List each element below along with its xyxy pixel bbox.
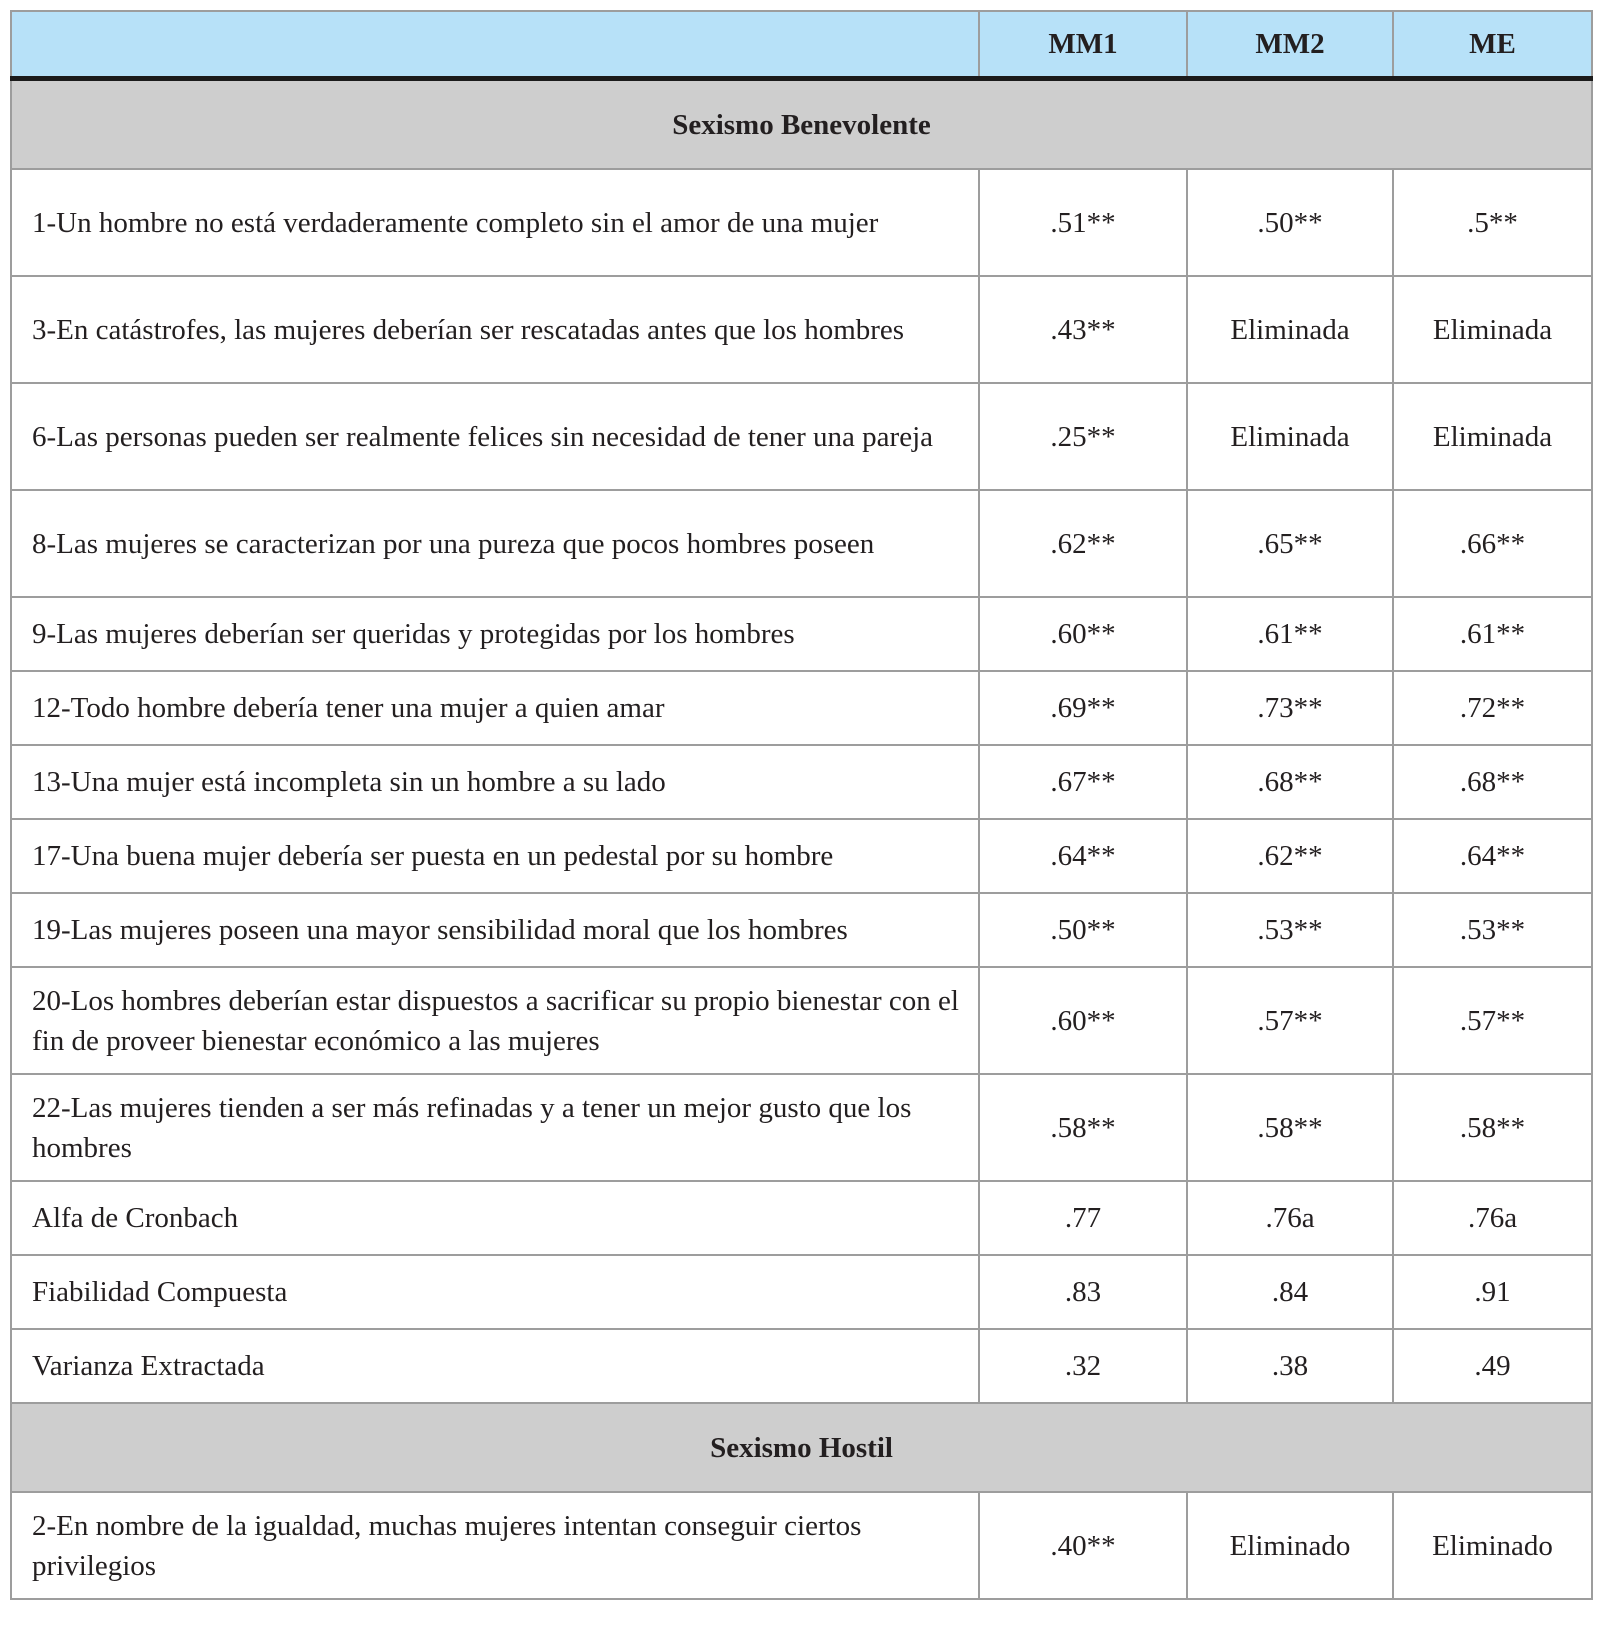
table-row (11, 169, 1592, 276)
section-row (11, 1403, 1592, 1492)
cell-me: Eliminada (1393, 383, 1592, 490)
table-row (11, 1181, 1592, 1255)
cell-mm1: .62** (979, 490, 1187, 597)
table-row (11, 597, 1592, 671)
cell-me: .64** (1393, 819, 1592, 893)
cell-me: .57** (1393, 967, 1592, 1074)
cell-mm1: .58** (979, 1074, 1187, 1181)
cell-mm2: Eliminada (1187, 276, 1393, 383)
cell-mm2: .61** (1187, 597, 1393, 671)
row-label: 22-Las mujeres tienden a ser más refinadas y a tener un mejor gusto que los hombres (11, 1074, 979, 1181)
cell-mm2: .50** (1187, 169, 1393, 276)
cell-mm1: .25** (979, 383, 1187, 490)
table-row (11, 745, 1592, 819)
factor-loadings-table (10, 10, 1593, 1600)
cell-mm1: .69** (979, 671, 1187, 745)
cell-me: .76a (1393, 1181, 1592, 1255)
cell-mm1: .67** (979, 745, 1187, 819)
row-label: 6-Las personas pueden ser realmente felices sin necesidad de tener una pareja (11, 383, 979, 490)
cell-me: .5** (1393, 169, 1592, 276)
cell-mm1: .32 (979, 1329, 1187, 1403)
cell-me: .91 (1393, 1255, 1592, 1329)
cell-mm2: Eliminada (1187, 383, 1393, 490)
row-label: 19-Las mujeres poseen una mayor sensibilidad moral que los hombres (11, 893, 979, 967)
header-blank (11, 11, 979, 79)
cell-me: Eliminado (1393, 1492, 1592, 1599)
cell-me: .61** (1393, 597, 1592, 671)
cell-mm2: .73** (1187, 671, 1393, 745)
table-row (11, 490, 1592, 597)
row-label: Alfa de Cronbach (11, 1181, 979, 1255)
cell-me: .58** (1393, 1074, 1592, 1181)
cell-mm1: .43** (979, 276, 1187, 383)
cell-mm2: .84 (1187, 1255, 1393, 1329)
cell-mm1: .51** (979, 169, 1187, 276)
cell-mm1: .83 (979, 1255, 1187, 1329)
cell-mm2: .57** (1187, 967, 1393, 1074)
table-row (11, 1074, 1592, 1181)
cell-me: .68** (1393, 745, 1592, 819)
cell-mm2: .53** (1187, 893, 1393, 967)
cell-me: Eliminada (1393, 276, 1592, 383)
cell-mm1: .60** (979, 967, 1187, 1074)
cell-mm2: .62** (1187, 819, 1393, 893)
row-label: 13-Una mujer está incompleta sin un hombre a su lado (11, 745, 979, 819)
cell-me: .72** (1393, 671, 1592, 745)
cell-mm2: Eliminado (1187, 1492, 1393, 1599)
section-title: Sexismo Benevolente (11, 79, 1592, 170)
header-row (11, 11, 1592, 79)
cell-mm2: .58** (1187, 1074, 1393, 1181)
table-row (11, 1492, 1592, 1599)
row-label: Varianza Extractada (11, 1329, 979, 1403)
row-label: 20-Los hombres deberían estar dispuestos a sacrificar su propio bienestar con el fin de proveer bienestar económico a las mujeres (11, 967, 979, 1074)
table-row (11, 1255, 1592, 1329)
table-row (11, 893, 1592, 967)
row-label: 8-Las mujeres se caracterizan por una pureza que pocos hombres poseen (11, 490, 979, 597)
cell-mm2: .68** (1187, 745, 1393, 819)
header-mm1: MM1 (979, 11, 1187, 79)
cell-mm2: .76a (1187, 1181, 1393, 1255)
row-label: 17-Una buena mujer debería ser puesta en un pedestal por su hombre (11, 819, 979, 893)
table-row (11, 967, 1592, 1074)
cell-mm2: .38 (1187, 1329, 1393, 1403)
cell-me: .66** (1393, 490, 1592, 597)
row-label: 9-Las mujeres deberían ser queridas y protegidas por los hombres (11, 597, 979, 671)
section-row (11, 79, 1592, 170)
cell-me: .49 (1393, 1329, 1592, 1403)
cell-me: .53** (1393, 893, 1592, 967)
header-me: ME (1393, 11, 1592, 79)
cell-mm1: .77 (979, 1181, 1187, 1255)
row-label: 12-Todo hombre debería tener una mujer a quien amar (11, 671, 979, 745)
section-title: Sexismo Hostil (11, 1403, 1592, 1492)
row-label: 2-En nombre de la igualdad, muchas mujeres intentan conseguir ciertos privilegios (11, 1492, 979, 1599)
row-label: 3-En catástrofes, las mujeres deberían ser rescatadas antes que los hombres (11, 276, 979, 383)
row-label: 1-Un hombre no está verdaderamente completo sin el amor de una mujer (11, 169, 979, 276)
table-row (11, 383, 1592, 490)
cell-mm1: .40** (979, 1492, 1187, 1599)
cell-mm2: .65** (1187, 490, 1393, 597)
table-row (11, 276, 1592, 383)
cell-mm1: .50** (979, 893, 1187, 967)
cell-mm1: .60** (979, 597, 1187, 671)
table-row (11, 1329, 1592, 1403)
cell-mm1: .64** (979, 819, 1187, 893)
table-row (11, 671, 1592, 745)
table-row (11, 819, 1592, 893)
header-mm2: MM2 (1187, 11, 1393, 79)
row-label: Fiabilidad Compuesta (11, 1255, 979, 1329)
